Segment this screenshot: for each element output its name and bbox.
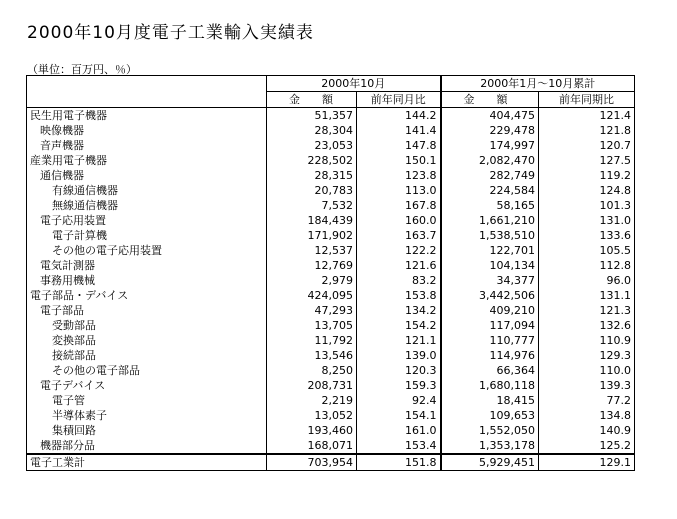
row-label: 無線通信機器 <box>27 198 267 213</box>
cumulative-amount-cell: 404,475 <box>441 108 539 124</box>
month-amount-cell: 228,502 <box>267 153 357 168</box>
month-ratio-cell: 154.1 <box>357 408 441 423</box>
month-ratio-cell: 144.2 <box>357 108 441 124</box>
month-ratio-cell: 147.8 <box>357 138 441 153</box>
row-label: 電子デバイス <box>27 378 267 393</box>
cumulative-ratio-cell: 105.5 <box>539 243 635 258</box>
cumulative-ratio-cell: 121.8 <box>539 123 635 138</box>
cumulative-amount-cell: 174,997 <box>441 138 539 153</box>
month-ratio-cell: 113.0 <box>357 183 441 198</box>
cumulative-ratio-cell: 112.8 <box>539 258 635 273</box>
table-row <box>27 273 635 288</box>
row-label: 電気計測器 <box>27 258 267 273</box>
cumulative-ratio-cell: 127.5 <box>539 153 635 168</box>
cumulative-ratio-cell: 140.9 <box>539 423 635 438</box>
row-label: 半導体素子 <box>27 408 267 423</box>
month-amount-cell: 208,731 <box>267 378 357 393</box>
cumulative-ratio-cell: 121.3 <box>539 303 635 318</box>
table-row <box>27 123 635 138</box>
month-ratio-cell: 161.0 <box>357 423 441 438</box>
cumulative-amount-cell: 409,210 <box>441 303 539 318</box>
cumulative-amount-cell: 1,680,118 <box>441 378 539 393</box>
row-label: 民生用電子機器 <box>27 108 267 124</box>
month-ratio-cell: 150.1 <box>357 153 441 168</box>
cumulative-ratio-cell: 133.6 <box>539 228 635 243</box>
month-ratio-cell: 123.8 <box>357 168 441 183</box>
cumulative-amount-cell: 122,701 <box>441 243 539 258</box>
month-ratio-cell: 92.4 <box>357 393 441 408</box>
table-row <box>27 393 635 408</box>
month-ratio-cell: 153.8 <box>357 288 441 303</box>
header-yoy-month: 前年同月比 <box>357 92 441 108</box>
month-amount-cell: 8,250 <box>267 363 357 378</box>
month-ratio-cell: 159.3 <box>357 378 441 393</box>
cumulative-ratio-cell: 134.8 <box>539 408 635 423</box>
cumulative-ratio-cell: 125.2 <box>539 438 635 454</box>
table-row <box>27 318 635 333</box>
total-label: 電子工業計 <box>27 454 267 471</box>
month-ratio-cell: 141.4 <box>357 123 441 138</box>
row-label: 集積回路 <box>27 423 267 438</box>
cumulative-amount-cell: 1,661,210 <box>441 213 539 228</box>
month-amount-cell: 13,546 <box>267 348 357 363</box>
month-amount-cell: 28,315 <box>267 168 357 183</box>
table-row <box>27 213 635 228</box>
month-amount-cell: 51,357 <box>267 108 357 124</box>
cumulative-amount-cell: 282,749 <box>441 168 539 183</box>
cumulative-amount-cell: 1,552,050 <box>441 423 539 438</box>
header-amount-cumulative: 金 額 <box>441 92 539 108</box>
row-label: 電子部品・デバイス <box>27 288 267 303</box>
month-amount-cell: 28,304 <box>267 123 357 138</box>
header-amount: 金 額 <box>267 92 357 108</box>
month-amount-cell: 7,532 <box>267 198 357 213</box>
table-row <box>27 228 635 243</box>
cumulative-ratio-cell: 124.8 <box>539 183 635 198</box>
total-month-amount: 703,954 <box>267 454 357 471</box>
header-yoy-period: 前年同期比 <box>539 92 635 108</box>
header-blank <box>27 76 267 92</box>
total-cumulative-ratio: 129.1 <box>539 454 635 471</box>
row-label: 機器部分品 <box>27 438 267 454</box>
month-amount-cell: 11,792 <box>267 333 357 348</box>
table-row <box>27 378 635 393</box>
cumulative-amount-cell: 109,653 <box>441 408 539 423</box>
row-label: 事務用機械 <box>27 273 267 288</box>
total-month-ratio: 151.8 <box>357 454 441 471</box>
month-ratio-cell: 83.2 <box>357 273 441 288</box>
table-row <box>27 243 635 258</box>
month-ratio-cell: 139.0 <box>357 348 441 363</box>
row-label: 電子管 <box>27 393 267 408</box>
total-cumulative-amount: 5,929,451 <box>441 454 539 471</box>
import-table <box>26 75 635 471</box>
month-amount-cell: 193,460 <box>267 423 357 438</box>
cumulative-amount-cell: 58,165 <box>441 198 539 213</box>
table-row <box>27 423 635 438</box>
cumulative-amount-cell: 1,353,178 <box>441 438 539 454</box>
month-ratio-cell: 120.3 <box>357 363 441 378</box>
header-blank-2 <box>27 92 267 108</box>
header-row-columns <box>27 92 635 108</box>
row-label: 接続部品 <box>27 348 267 363</box>
month-ratio-cell: 122.2 <box>357 243 441 258</box>
cumulative-ratio-cell: 132.6 <box>539 318 635 333</box>
row-label: 受動部品 <box>27 318 267 333</box>
table-row <box>27 288 635 303</box>
table-row <box>27 153 635 168</box>
row-label: 電子計算機 <box>27 228 267 243</box>
month-amount-cell: 424,095 <box>267 288 357 303</box>
row-label: 通信機器 <box>27 168 267 183</box>
cumulative-amount-cell: 110,777 <box>441 333 539 348</box>
unit-note: （単位：百万円、％） <box>27 63 137 76</box>
month-amount-cell: 12,769 <box>267 258 357 273</box>
table-row <box>27 438 635 454</box>
cumulative-amount-cell: 1,538,510 <box>441 228 539 243</box>
month-amount-cell: 184,439 <box>267 213 357 228</box>
row-label: 電子応用装置 <box>27 213 267 228</box>
month-ratio-cell: 121.6 <box>357 258 441 273</box>
month-amount-cell: 13,705 <box>267 318 357 333</box>
cumulative-ratio-cell: 139.3 <box>539 378 635 393</box>
table-row <box>27 168 635 183</box>
month-amount-cell: 13,052 <box>267 408 357 423</box>
cumulative-amount-cell: 114,976 <box>441 348 539 363</box>
month-ratio-cell: 121.1 <box>357 333 441 348</box>
table-row <box>27 408 635 423</box>
cumulative-amount-cell: 34,377 <box>441 273 539 288</box>
month-amount-cell: 2,979 <box>267 273 357 288</box>
total-row <box>27 454 635 471</box>
row-label: 音声機器 <box>27 138 267 153</box>
cumulative-ratio-cell: 101.3 <box>539 198 635 213</box>
row-label: その他の電子部品 <box>27 363 267 378</box>
table-row <box>27 303 635 318</box>
row-label: その他の電子応用装置 <box>27 243 267 258</box>
cumulative-amount-cell: 66,364 <box>441 363 539 378</box>
cumulative-ratio-cell: 119.2 <box>539 168 635 183</box>
month-amount-cell: 20,783 <box>267 183 357 198</box>
cumulative-ratio-cell: 131.1 <box>539 288 635 303</box>
cumulative-ratio-cell: 131.0 <box>539 213 635 228</box>
month-ratio-cell: 134.2 <box>357 303 441 318</box>
cumulative-ratio-cell: 110.0 <box>539 363 635 378</box>
table-row <box>27 363 635 378</box>
cumulative-amount-cell: 3,442,506 <box>441 288 539 303</box>
month-amount-cell: 23,053 <box>267 138 357 153</box>
cumulative-ratio-cell: 96.0 <box>539 273 635 288</box>
cumulative-amount-cell: 2,082,470 <box>441 153 539 168</box>
month-amount-cell: 47,293 <box>267 303 357 318</box>
row-label: 産業用電子機器 <box>27 153 267 168</box>
table-row <box>27 198 635 213</box>
cumulative-amount-cell: 229,478 <box>441 123 539 138</box>
month-ratio-cell: 167.8 <box>357 198 441 213</box>
month-amount-cell: 12,537 <box>267 243 357 258</box>
month-ratio-cell: 154.2 <box>357 318 441 333</box>
month-amount-cell: 168,071 <box>267 438 357 454</box>
row-label: 映像機器 <box>27 123 267 138</box>
cumulative-ratio-cell: 77.2 <box>539 393 635 408</box>
header-month-group: 2000年10月 <box>267 76 441 92</box>
table-row <box>27 108 635 124</box>
cumulative-amount-cell: 104,134 <box>441 258 539 273</box>
month-amount-cell: 2,219 <box>267 393 357 408</box>
cumulative-amount-cell: 224,584 <box>441 183 539 198</box>
row-label: 電子部品 <box>27 303 267 318</box>
table-row <box>27 333 635 348</box>
table-row <box>27 138 635 153</box>
month-ratio-cell: 153.4 <box>357 438 441 454</box>
cumulative-ratio-cell: 129.3 <box>539 348 635 363</box>
page-title: 2000年10月度電子工業輸入実績表 <box>27 23 314 43</box>
cumulative-ratio-cell: 110.9 <box>539 333 635 348</box>
cumulative-amount-cell: 18,415 <box>441 393 539 408</box>
cumulative-amount-cell: 117,094 <box>441 318 539 333</box>
month-ratio-cell: 163.7 <box>357 228 441 243</box>
table-row <box>27 348 635 363</box>
header-row-group <box>27 76 635 92</box>
table-body <box>27 108 635 455</box>
row-label: 有線通信機器 <box>27 183 267 198</box>
table-row <box>27 183 635 198</box>
month-ratio-cell: 160.0 <box>357 213 441 228</box>
table-row <box>27 258 635 273</box>
cumulative-ratio-cell: 120.7 <box>539 138 635 153</box>
header-cumulative-group: 2000年1月～10月累計 <box>441 76 635 92</box>
month-amount-cell: 171,902 <box>267 228 357 243</box>
row-label: 変換部品 <box>27 333 267 348</box>
cumulative-ratio-cell: 121.4 <box>539 108 635 124</box>
